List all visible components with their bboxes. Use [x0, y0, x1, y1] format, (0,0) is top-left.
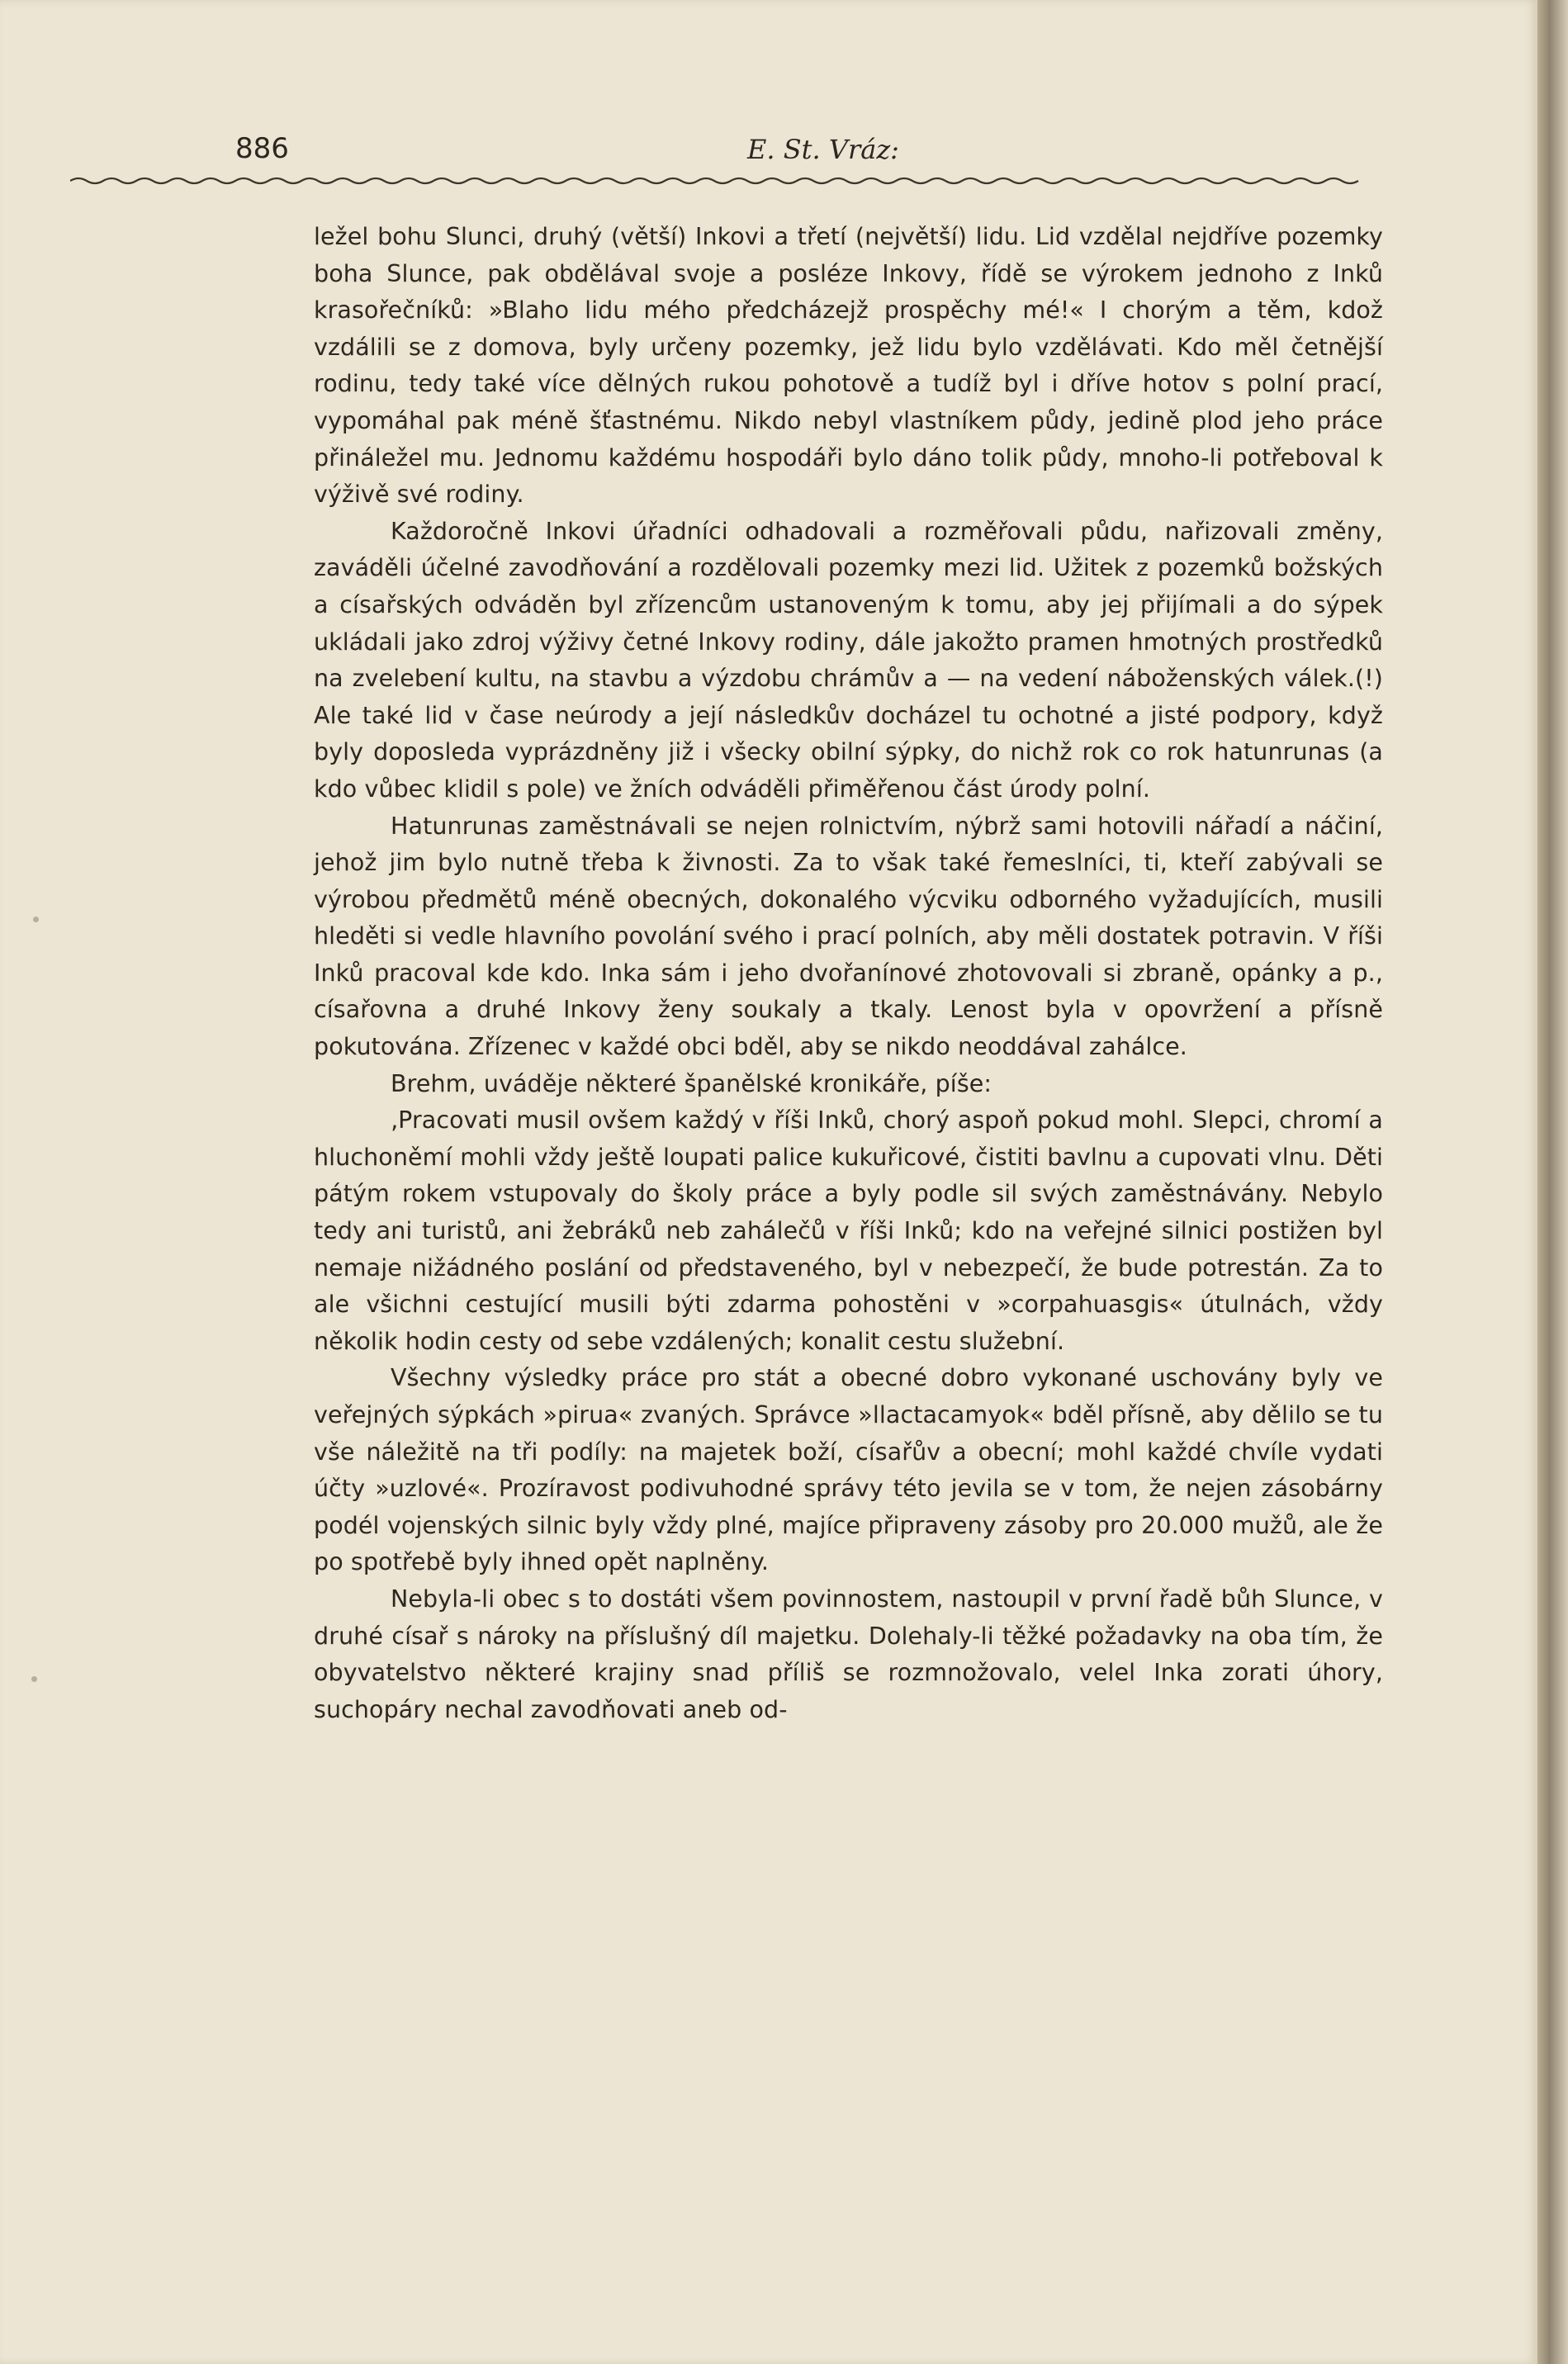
page-number: 886: [235, 132, 289, 165]
quoted-paragraph: ‚Pracovati musil ovšem každý v říši Inků, chorý aspoň pokud mohl. Slepci, chromí a hluchoněmí mohli vždy ještě loupati palice kukuřicové, čistiti bavlnu a cupovati vlnu. Děti pátým rokem vstupovaly do školy práce a byly podle sil svých zaměstnávány. Nebylo tedy ani turistů, ani žebráků neb zahálečů v říši Inků; kdo na veřejné silnici postižen byl nemaje nižádného poslání od představeného, byl v nebezpečí, že bude potrestán. Za to ale všichni cestující musili býti zdarma pohostěni v »corpahuasgis« útulnách, vždy několik hodin cesty od sebe vzdálených; konalit cestu služební.: [314, 1106, 1383, 1355]
paper-speck: [33, 917, 39, 922]
paragraph: Hatunrunas zaměstnávali se nejen rolnictvím, nýbrž sami hotovili nářadí a náčiní, jehož jim bylo nutně třeba k živnosti. Za to však také řemeslníci, ti, kteří zabývali se výrobou předmětů méně obecných, dokonalého výcviku odborného vyžadujících, musili hleděti si vedle hlavního povolání svého i prací polních, aby měli dostatek potravin. V říši Inků pracoval kde kdo. Inka sám i jeho dvořanínové zhotovovali si zbraně, opánky a p., císařovna a druhé Inkovy ženy soukaly a tkaly. Lenost byla v opovržení a přísně pokutována. Zřízenec v každé obci bděl, aby se nikdo neoddával zahálce.: [314, 812, 1383, 1061]
running-head: E. St. Vráz:: [747, 134, 899, 165]
paragraph: Brehm, uváděje některé španělské kronikáře, píše:: [391, 1069, 992, 1097]
paper-speck: [31, 1676, 37, 1682]
wavy-rule-ornament: [70, 175, 1367, 187]
paragraph: ležel bohu Slunci, druhý (větší) Inkovi a třetí (největší) lidu. Lid vzdělal nejdříve pozemky boha Slunce, pak obdělával svoje a posléze Inkovy, řídě se výrokem jednoho z Inků krasořečníků: »Blaho lidu mého předcházejž prospěchy mé!« I chorým a těm, kdož vzdálili se z domova, byly určeny pozemky, jež lidu bylo vzdělávati. Kdo měl četnější rodinu, tedy také více dělných rukou pohotově a tudíž byl i dříve hotov s polní prací, vypomáhal pak méně šťastnému. Nikdo nebyl vlastníkem půdy, jedině plod jeho práce přináležel mu. Jednomu každému hospodáři bylo dáno tolik půdy, mnoho-li potřeboval k výživě své rodiny.: [314, 223, 1383, 509]
page-header: [235, 132, 1371, 182]
paragraph: Každoročně Inkovi úřadníci odhadovali a rozměřovali půdu, nařizovali změny, zaváděli účelné zavodňování a rozdělovali pozemky mezi lid. Užitek z pozemků božských a císařských odváděn byl zřízencům ustanoveným k tomu, aby jej přijímali a do sýpek ukládali jako zdroj výživy četné Inkovy rodiny, dále jakožto pramen hmotných prostředků na zvelebení kultu, na stavbu a výzdobu chrámův a — na vedení náboženských válek.(!) Ale také lid v čase neúrody a její následkův docházel tu ochotné a jisté podpory, když byly doposleda vyprázdněny již i všecky obilní sýpky, do nichž rok co rok hatunrunas (a kdo vůbec klidil s pole) ve žních odváděli přiměřenou část úrody polní.: [314, 517, 1383, 803]
page-edge-shadow: [1537, 0, 1568, 2364]
paragraph: Všechny výsledky práce pro stát a obecné dobro vykonané uschovány byly ve veřejných sýpkách »pirua« zvaných. Správce »llactacamyok« bděl přísně, aby dělilo se tu vše náležitě na tři podíly: na majetek boží, císařův a obecní; mohl každé chvíle vydati účty »uzlové«. Prozíravost podivuhodné správy této jevila se v tom, že nejen zásobárny podél vojenských silnic byly vždy plné, majíce připraveny zásoby pro 20.000 mužů, ale že po spotřebě byly ihned opět naplněny.: [314, 1364, 1383, 1576]
body-text: [314, 219, 1383, 1728]
paragraph: Nebyla-li obec s to dostáti všem povinnostem, nastoupil v první řadě bůh Slunce, v druhé císař s nároky na příslušný díl majetku. Dolehaly-li těžké požadavky na oba tím, že obyvatelstvo některé krajiny snad příliš se rozmnožovalo, velel Inka zorati úhory, suchopáry nechal zavodňovati aneb od-: [314, 1585, 1383, 1723]
